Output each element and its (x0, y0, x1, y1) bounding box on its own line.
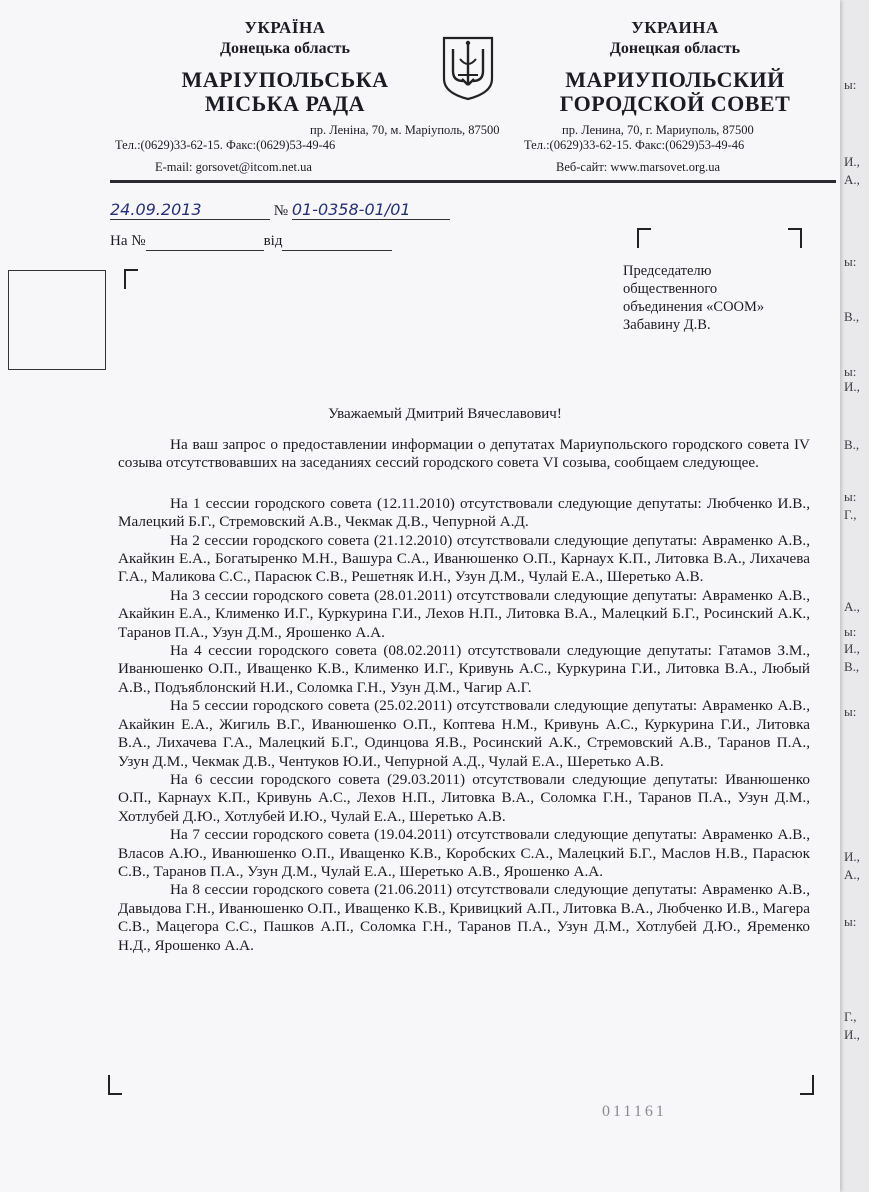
edge-fragment: Г., (844, 1009, 857, 1024)
edge-fragment: ы: (844, 914, 857, 929)
from-blank (282, 233, 392, 251)
edge-fragment: ы: (844, 364, 857, 379)
header-russian (530, 18, 820, 116)
edge-fragment: ы: (844, 704, 857, 719)
edge-fragment: А., (844, 599, 860, 614)
council-ru-line1: МАРИУПОЛЬСКИЙ (565, 67, 785, 92)
edge-fragment: И., (844, 641, 860, 656)
serial-mark: 011161 (602, 1103, 667, 1120)
edge-fragment: В., (844, 659, 860, 674)
session-paragraph: На 8 сессии городского совета (21.06.2011) отсутствовали следующие депутаты: Авраменко А.В., Давыдова Г.Н., Иванюшенко О.П., Иващенко К.В., Кривицкий А.П., Литовка В.А., Любченко И.В., Магера С.В., Мацегора С.С., Пашков А.П., Соломка Г.Н., Таранов П.А., Узун Д.М., Хотлубей Д.Ю., Яременко Н.Д., Ярошенко А.А. (118, 881, 810, 954)
underlying-page-edge (838, 60, 866, 1160)
from-label: від (263, 233, 283, 249)
addressee-line: объединения «СООМ» (623, 299, 765, 315)
edge-fragment: В., (844, 309, 860, 324)
session-paragraph: На 3 сессии городского совета (28.01.2011) отсутствовали следующие депутаты: Авраменко А.В., Акайкин Е.А., Клименко И.Г., Куркурина Г.И., Лехов Н.П., Литовка В.А., Малецкий Б.Г., Росинский А.К., Таранов П.А., Узун Д.М., Ярошенко А.А. (118, 586, 810, 641)
header-ukrainian (120, 18, 450, 116)
session-paragraph: На 2 сессии городского совета (21.12.2010) отсутствовали следующие депутаты: Авраменко А.В., Акайкин Е.А., Богатыренко М.Н., Вашура С.А., Иванюшенко О.П., Карнаух К.П., Литовка В.А., Лихачева Г.А., Маликова С.С., Парасюк С.В., Решетняк И.Н., Узун Д.М., Чулай Е.А., Шеретько А.В. (118, 531, 810, 586)
outgoing-number: 01-0358-01/01 (292, 200, 450, 220)
council-name-ua (120, 68, 450, 116)
country-ru: УКРАИНА (631, 18, 719, 37)
reference-label: На № (110, 233, 146, 249)
website-ru: Веб-сайт: www.marsovet.org.ua (556, 160, 721, 174)
council-ua-line1: МАРІУПОЛЬСЬКА (181, 67, 389, 92)
edge-fragment: ы: (844, 254, 857, 269)
email-ua: E-mail: gorsovet@itcom.net.ua (155, 160, 312, 174)
field-corner-mark (788, 228, 802, 248)
number-label: № (273, 203, 289, 219)
council-ru-line2: ГОРОДСКОЙ СОВЕТ (559, 91, 791, 116)
addressee-block (623, 262, 813, 334)
edge-fragment: ы: (844, 77, 857, 92)
session-paragraph: На 7 сессии городского совета (19.04.2011) отсутствовали следующие депутаты: Авраменко А.В., Власов А.Ю., Иванюшенко О.П., Иващенко К.В., Коробских С.А., Малецкий Б.Г., Маслов Н.В., Парасюк С.В., Таранов П.А., Узун Д.М., Чулай Е.А., Шеретько А.В., Ярошенко А.А. (118, 826, 810, 880)
session-paragraph: На 5 сессии городского совета (25.02.2011) отсутствовали следующие депутаты: Авраменко А.В., Акайкин Е.А., Жигиль В.Г., Иванюшенко О.П., Коптева Н.М., Кривунь А.С., Куркурина Г.И., Литовка В.А., Лихачева Г.А., Малецкий Б.Г., Одинцова Я.В., Росинский А.К., Стремовский А.В., Таранов П.А., Узун Д.М., Чекмак Д.В., Чентуков Ю.И., Чепурной А.Д., Чулай Е.А., Шеретько А.В. (118, 697, 810, 770)
field-corner-mark (637, 228, 651, 248)
session-paragraph: На 1 сессии городского совета (12.11.2010) отсутствовали следующие депутаты: Любченко И.В., Малецкий Б.Г., Стремовский А.В., Чекмак Д.В., Чепурной А.Д. (118, 494, 810, 531)
address-ua: пр. Леніна, 70, м. Маріуполь, 87500 (310, 123, 500, 137)
country-ua: УКРАЇНА (244, 18, 326, 37)
edge-fragment: И., (844, 1027, 860, 1042)
header-divider (110, 180, 836, 183)
greeting: Уважаемый Дмитрий Вячеславович! (328, 406, 562, 422)
edge-fragment: ы: (844, 489, 857, 504)
session-paragraph: На 4 сессии городского совета (08.02.2011) отсутствовали следующие депутаты: Гатамов З.М., Иванюшенко О.П., Иващенко К.В., Клименко И.Г., Кривунь А.С., Куркурина Г.И., Литовка В.А., Любый А.В., Подъяблонский Н.И., Соломка Г.Н., Узун Д.М., Чагир А.Г. (118, 642, 810, 696)
edge-fragment: ы: (844, 624, 857, 639)
region-ru: Донецкая область (609, 40, 741, 57)
field-corner-mark (108, 1075, 122, 1095)
outgoing-line (110, 200, 450, 220)
intro-paragraph: На ваш запрос о предоставлении информации о депутатах Мариупольского городского совета IV созыва отсутствовавших на заседаниях сессий городского совета VI созыва, сообщаем следующее. (118, 436, 810, 472)
addressee-line: Забавину Д.В. (623, 317, 711, 333)
edge-fragment: И., (844, 379, 860, 394)
region-ua: Донецька область (220, 40, 350, 57)
edge-fragment: В., (844, 437, 860, 452)
field-corner-mark (800, 1075, 814, 1095)
registration-stamp-box (8, 270, 106, 370)
address-ru: пр. Ленина, 70, г. Мариуполь, 87500 (562, 123, 754, 137)
addressee-line: общественного (623, 281, 718, 297)
edge-fragment: И., (844, 154, 860, 169)
addressee-line: Председателю (623, 263, 712, 279)
phones-ru: Тел.:(0629)33-62-15. Факс:(0629)53-49-46 (524, 138, 745, 152)
council-name-ru (530, 68, 820, 116)
edge-fragment: Г., (844, 507, 857, 522)
outgoing-date: 24.09.2013 (110, 200, 270, 220)
session-paragraph: На 6 сессии городского совета (29.03.2011) отсутствовали следующие депутаты: Иванюшенко О.П., Карнаух К.П., Кривунь А.С., Лехов Н.П., Литовка В.А., Соломка Г.Н., Таранов П.А., Узун Д.М., Хотлубей Д.Ю., Хотлубей И.Ю., Чулай Е.А., Шеретько А.В. (118, 770, 810, 825)
phones-ua: Тел.:(0629)33-62-15. Факс:(0629)53-49-46 (115, 138, 336, 152)
edge-fragment: А., (844, 867, 860, 882)
trident-coat-of-arms-icon (441, 35, 495, 101)
letter-body (118, 436, 810, 955)
council-ua-line2: МІСЬКА РАДА (204, 91, 366, 116)
edge-fragment: А., (844, 172, 860, 187)
reference-blank (146, 233, 264, 251)
field-corner-mark (124, 269, 138, 289)
reference-line (110, 233, 392, 251)
edge-fragment: И., (844, 849, 860, 864)
